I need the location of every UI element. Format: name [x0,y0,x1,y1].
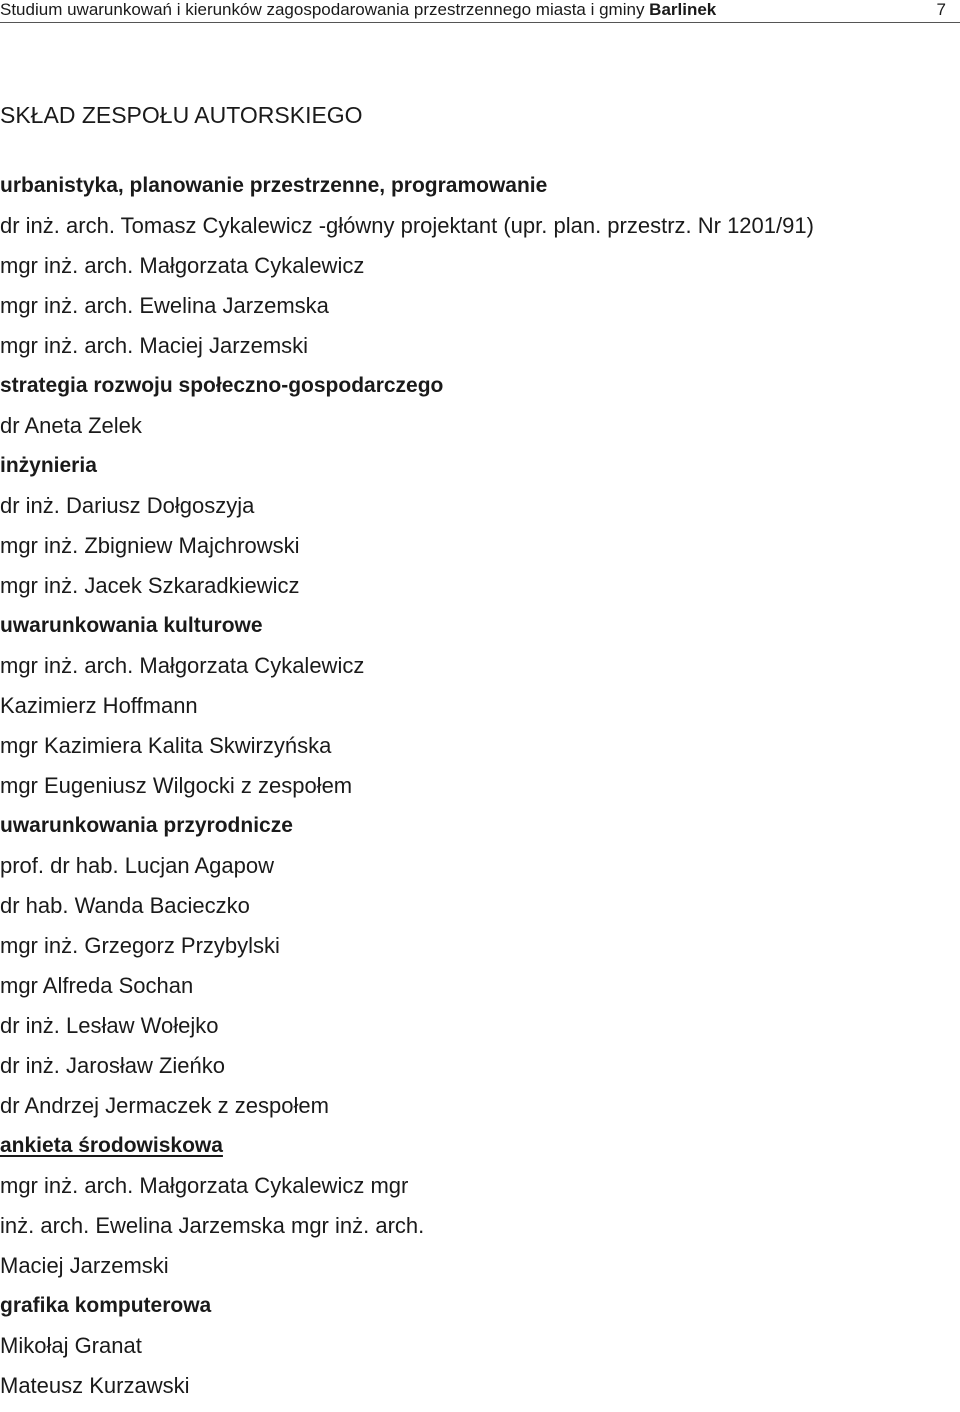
team-member [0,1212,960,1252]
team-member-name: mgr inż. arch. Ewelina Jarzemska [0,293,329,318]
author-team-list [0,172,960,1412]
team-member [0,772,960,812]
team-member-name: mgr inż. arch. Małgorzata Cykalewicz [0,653,365,678]
team-member [0,932,960,972]
team-member-name: mgr Kazimiera Kalita Skwirzyńska [0,733,332,758]
section-heading-text: strategia rozwoju społeczno-gospodarczego [0,374,444,397]
section-heading [0,1132,960,1172]
team-member-name: mgr inż. Grzegorz Przybylski [0,933,280,958]
team-member-name: dr inż. Dariusz Dołgoszyja [0,493,255,518]
team-member [0,1172,960,1212]
team-member-name: mgr inż. Jacek Szkaradkiewicz [0,573,300,598]
team-member [0,412,960,452]
team-member [0,732,960,772]
team-member-name: mgr inż. arch. Małgorzata Cykalewicz mgr [0,1173,409,1198]
section-heading-text: grafika komputerowa [0,1294,212,1317]
team-member-name: Kazimierz Hoffmann [0,693,198,718]
section-heading [0,1292,960,1332]
team-member [0,252,960,292]
running-header [0,0,960,23]
team-member-name: dr inż. Jarosław Zieńko [0,1053,225,1078]
team-member [0,1092,960,1132]
team-member-name: dr Aneta Zelek [0,413,142,438]
section-heading-text: urbanistyka, planowanie przestrzenne, programowanie [0,174,548,197]
team-member [0,692,960,732]
team-member [0,212,960,252]
team-member-name: inż. arch. Ewelina Jarzemska mgr inż. arch. [0,1213,425,1238]
section-heading [0,452,960,492]
header-title [0,0,716,19]
section-heading [0,372,960,412]
document-heading: SKŁAD ZESPOŁU AUTORSKIEGO [0,102,363,128]
team-member-name: mgr inż. arch. Małgorzata Cykalewicz [0,253,365,278]
team-member-name: dr hab. Wanda Bacieczko [0,893,250,918]
team-member [0,852,960,892]
header-title-town: Barlinek [649,0,717,19]
team-member [0,292,960,332]
team-member-name: prof. dr hab. Lucjan Agapow [0,853,274,878]
team-member [0,652,960,692]
section-heading-text: ankieta środowiskowa [0,1134,223,1157]
section-heading [0,612,960,652]
team-member [0,572,960,612]
team-member [0,1332,960,1372]
team-member-name: dr inż. arch. Tomasz Cykalewicz -główny projektant (upr. plan. przestrz. Nr 1201/91) [0,213,814,238]
team-member [0,492,960,532]
section-heading-text: uwarunkowania kulturowe [0,614,263,637]
team-member [0,1012,960,1052]
header-title-text: Studium uwarunkowań i kierunków zagospodarowania przestrzennego miasta i gminy [0,0,650,19]
team-member-name: mgr inż. arch. Maciej Jarzemski [0,333,309,358]
page-number: 7 [936,0,946,19]
team-member-name: Maciej Jarzemski [0,1253,169,1278]
team-member-name: dr inż. Lesław Wołejko [0,1013,219,1038]
team-member-name: Mikołaj Granat [0,1333,142,1358]
team-member [0,1372,960,1412]
team-member-name: mgr inż. Zbigniew Majchrowski [0,533,300,558]
team-member [0,1252,960,1292]
team-member-name: mgr Alfreda Sochan [0,973,194,998]
team-member [0,1052,960,1092]
section-heading [0,172,960,212]
team-member [0,892,960,932]
team-member [0,972,960,1012]
team-member-name: mgr Eugeniusz Wilgocki z zespołem [0,773,353,798]
section-heading [0,812,960,852]
team-member [0,532,960,572]
section-heading-text: inżynieria [0,454,97,477]
section-heading-text: uwarunkowania przyrodnicze [0,814,293,837]
team-member-name: Mateusz Kurzawski [0,1373,190,1398]
team-member [0,332,960,372]
team-member-name: dr Andrzej Jermaczek z zespołem [0,1093,329,1118]
